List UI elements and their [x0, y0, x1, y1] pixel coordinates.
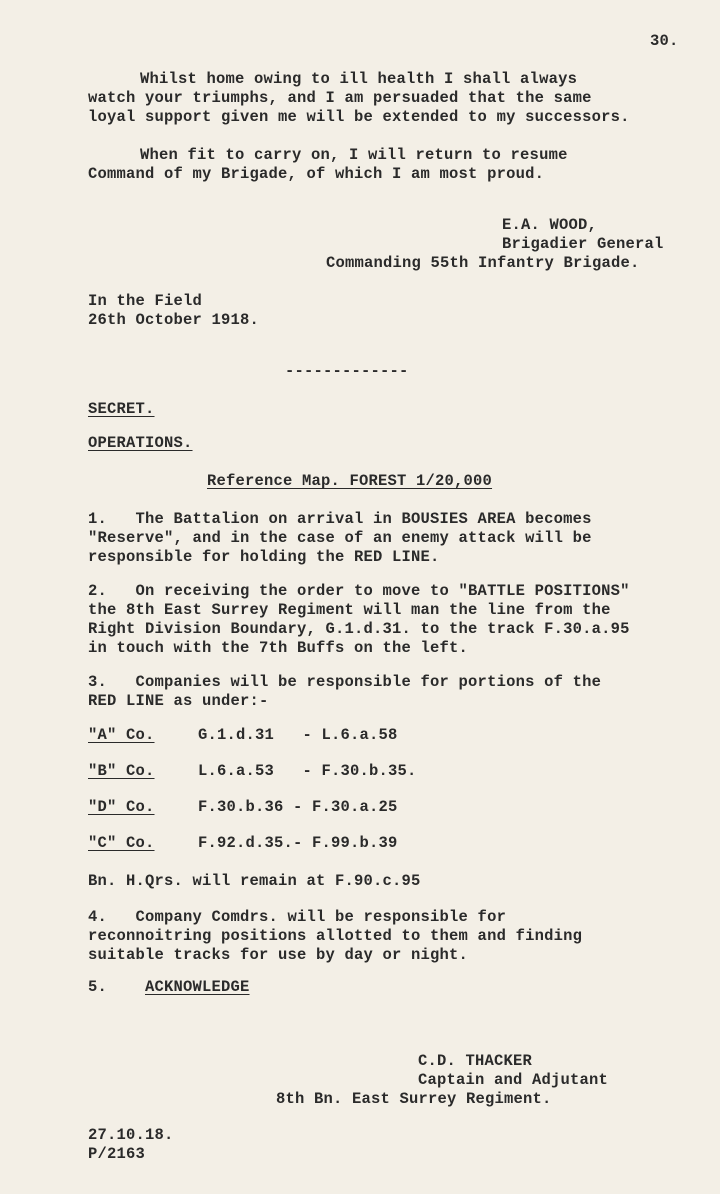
item-5-number: 5. [88, 978, 108, 996]
item-1-line-3: responsible for holding the RED LINE. [88, 548, 440, 566]
company-a-sector: G.1.d.31 - L.6.a.58 [198, 726, 398, 744]
place-line: In the Field [88, 292, 203, 310]
item-3-line-2: RED LINE as under:- [88, 692, 269, 710]
operations-heading: OPERATIONS. [88, 434, 193, 452]
intro-paragraph-2-line-2: Command of my Brigade, of which I am most proud. [88, 165, 545, 183]
company-a-label: "A" Co. [88, 726, 155, 744]
signature-2-unit: 8th Bn. East Surrey Regiment. [276, 1090, 552, 1108]
date-line: 26th October 1918. [88, 311, 260, 329]
signature-2-rank: Captain and Adjutant [418, 1071, 609, 1089]
item-2-line-1: 2. On receiving the order to move to "BATTLE POSITIONS" [88, 582, 630, 600]
intro-paragraph-1-line-3: loyal support given me will be extended to my successors. [88, 108, 630, 126]
signature-1-command: Commanding 55th Infantry Brigade. [326, 254, 640, 272]
company-c-sector: F.92.d.35.- F.99.b.39 [198, 834, 398, 852]
signature-1-name: E.A. WOOD, [502, 216, 598, 234]
classification-label: SECRET. [88, 400, 155, 418]
item-5-acknowledge: ACKNOWLEDGE [145, 978, 250, 996]
item-2-line-3: Right Division Boundary, G.1.d.31. to the track F.30.a.95 [88, 620, 630, 638]
company-b-sector: L.6.a.53 - F.30.b.35. [198, 762, 417, 780]
footer-reference: P/2163 [88, 1145, 146, 1163]
company-d-label: "D" Co. [88, 798, 155, 816]
signature-2-name: C.D. THACKER [418, 1052, 533, 1070]
footer-date: 27.10.18. [88, 1126, 174, 1144]
item-4-line-1: 4. Company Comdrs. will be responsible for [88, 908, 507, 926]
hq-location-line: Bn. H.Qrs. will remain at F.90.c.95 [88, 872, 421, 890]
item-1-line-1: 1. The Battalion on arrival in BOUSIES AREA becomes [88, 510, 592, 528]
item-4-line-2: reconnoitring positions allotted to them and finding [88, 927, 583, 945]
intro-paragraph-1-line-2: watch your triumphs, and I am persuaded that the same [88, 89, 592, 107]
item-3-line-1: 3. Companies will be responsible for portions of the [88, 673, 602, 691]
item-2-line-4: in touch with the 7th Buffs on the left. [88, 639, 469, 657]
reference-map-heading: Reference Map. FOREST 1/20,000 [207, 472, 493, 490]
divider-line: ------------- [285, 362, 409, 380]
item-1-line-2: "Reserve", and in the case of an enemy attack will be [88, 529, 592, 547]
company-b-label: "B" Co. [88, 762, 155, 780]
intro-paragraph-2-line-1: When fit to carry on, I will return to resume [140, 146, 568, 164]
item-4-line-3: suitable tracks for use by day or night. [88, 946, 469, 964]
signature-1-rank: Brigadier General [502, 235, 664, 253]
company-d-sector: F.30.b.36 - F.30.a.25 [198, 798, 398, 816]
company-c-label: "C" Co. [88, 834, 155, 852]
item-2-line-2: the 8th East Surrey Regiment will man the line from the [88, 601, 611, 619]
intro-paragraph-1-line-1: Whilst home owing to ill health I shall always [140, 70, 578, 88]
page-number: 30. [650, 32, 679, 50]
